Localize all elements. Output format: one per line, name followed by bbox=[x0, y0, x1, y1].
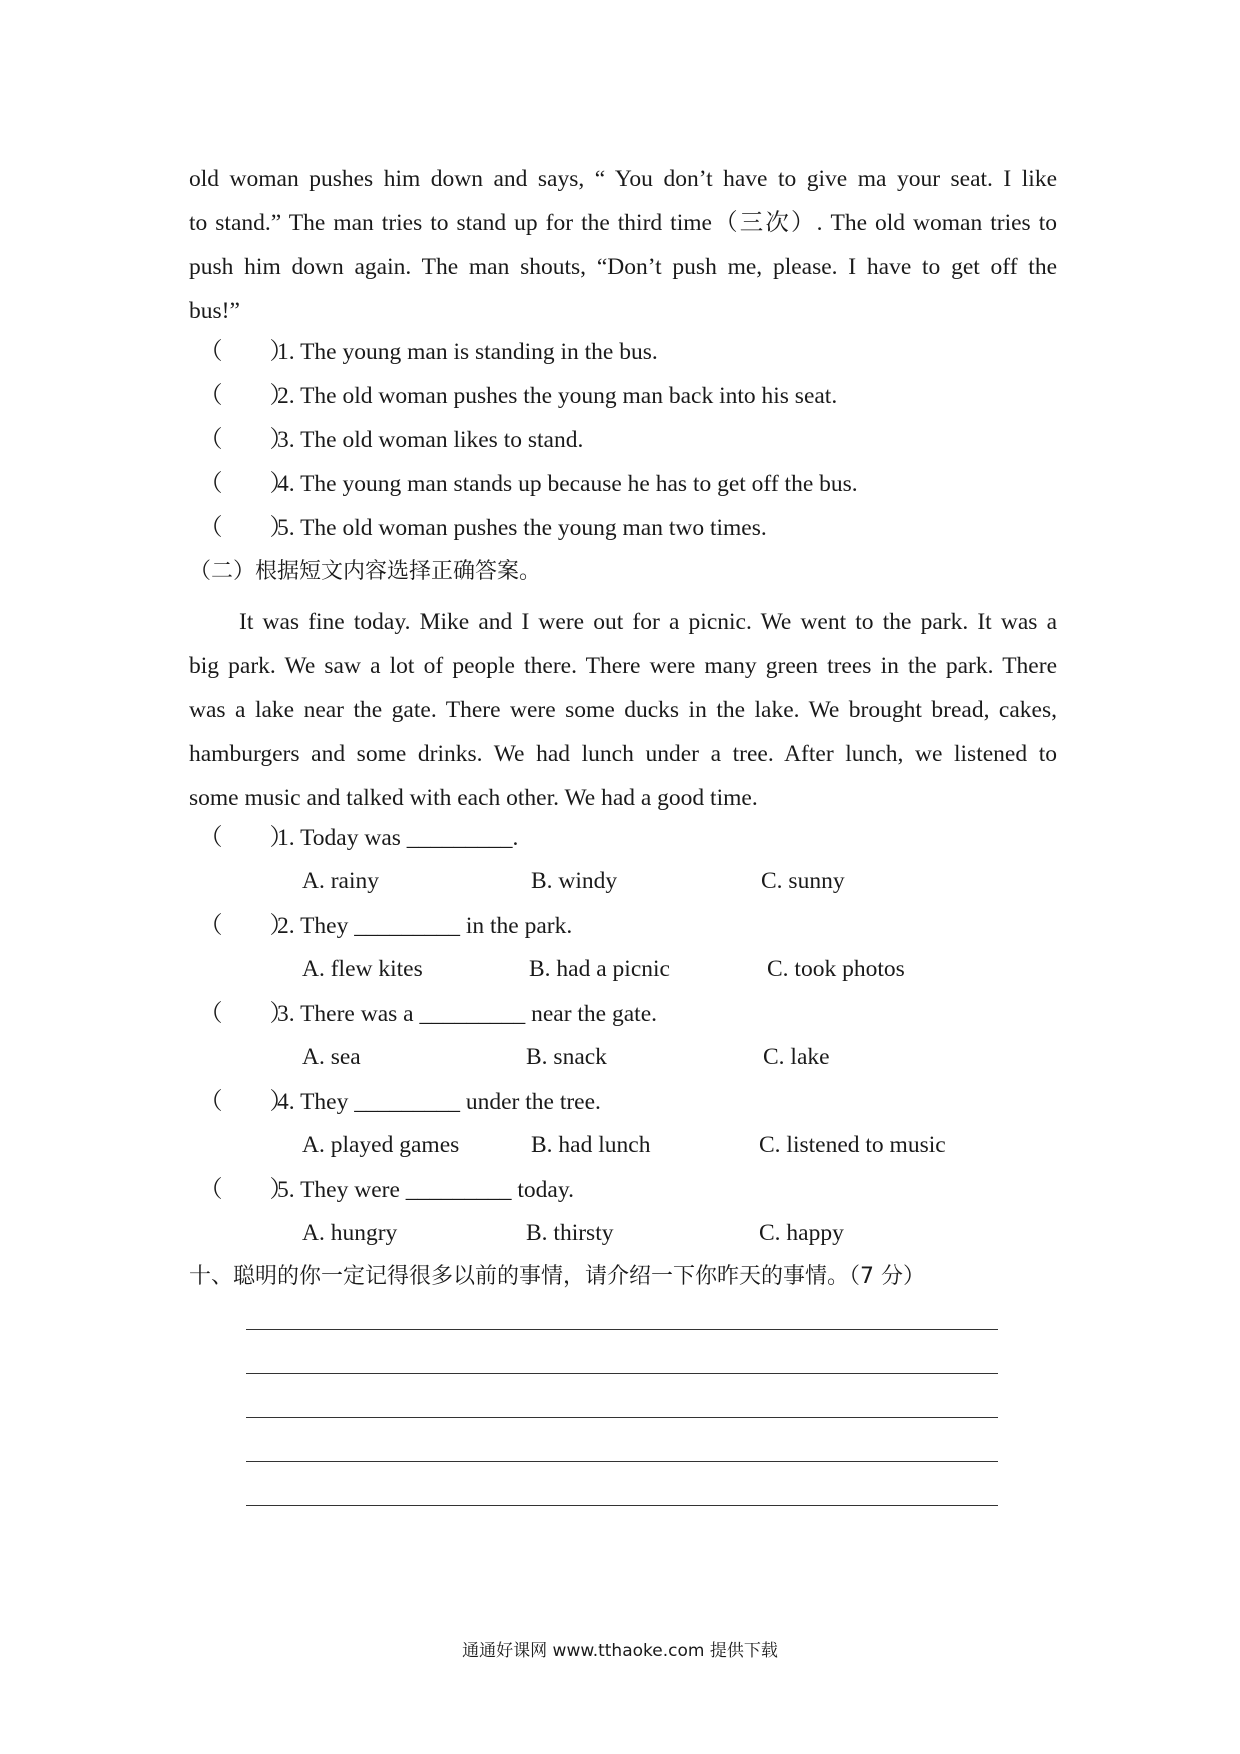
question-item bbox=[199, 468, 858, 498]
option-c[interactable]: C. sunny bbox=[761, 868, 845, 894]
writing-line[interactable] bbox=[246, 1329, 998, 1330]
option-a[interactable]: A. played games bbox=[302, 1132, 460, 1158]
writing-line[interactable] bbox=[246, 1505, 998, 1506]
passage-line: push him down again. The man shouts, “Don’t push me, please. I have to get off the bbox=[189, 254, 1057, 280]
option-c[interactable]: C. listened to music bbox=[759, 1132, 946, 1158]
option-a[interactable]: A. hungry bbox=[302, 1220, 398, 1246]
option-b[interactable]: B. windy bbox=[531, 868, 618, 894]
answer-blank[interactable]: （ ） bbox=[199, 1175, 293, 1203]
question-item bbox=[199, 910, 572, 940]
question-text: 3. There was a _________ near the gate. bbox=[277, 1001, 658, 1027]
passage-line: It was fine today. Mike and I were out for a picnic. We went to the park. It was a bbox=[239, 609, 1057, 635]
question-item bbox=[199, 1086, 601, 1116]
question-item bbox=[199, 512, 767, 542]
option-b[interactable]: B. thirsty bbox=[526, 1220, 614, 1246]
question-item bbox=[199, 380, 837, 410]
question-text: 2. They _________ in the park. bbox=[277, 913, 573, 939]
passage-line: to stand.” The man tries to stand up for the third time（三次）. The old woman tries to bbox=[189, 210, 1057, 236]
answer-blank[interactable]: （ ） bbox=[199, 1087, 293, 1115]
answer-blank[interactable]: （ ） bbox=[199, 911, 293, 939]
question-text: 3. The old woman likes to stand. bbox=[277, 427, 584, 453]
question-item bbox=[199, 998, 657, 1028]
option-c[interactable]: C. took photos bbox=[767, 956, 905, 982]
question-text: 1. Today was _________. bbox=[277, 825, 519, 851]
option-b[interactable]: B. had a picnic bbox=[529, 956, 670, 982]
question-item bbox=[199, 424, 583, 454]
writing-line[interactable] bbox=[246, 1373, 998, 1374]
answer-blank[interactable]: （ ） bbox=[199, 513, 293, 541]
question-item bbox=[199, 1174, 574, 1204]
passage-line: big park. We saw a lot of people there. There were many green trees in the park. There bbox=[189, 653, 1057, 679]
answer-blank[interactable]: （ ） bbox=[199, 381, 293, 409]
section-heading: 十、聪明的你一定记得很多以前的事情，请介绍一下你昨天的事情。（7 分） bbox=[189, 1264, 925, 1289]
passage-line: some music and talked with each other. We had a good time. bbox=[189, 785, 758, 811]
question-text: 4. They _________ under the tree. bbox=[277, 1089, 601, 1115]
passage-line: hamburgers and some drinks. We had lunch under a tree. After lunch, we listened to bbox=[189, 741, 1057, 767]
answer-blank[interactable]: （ ） bbox=[199, 999, 293, 1027]
passage-2 bbox=[189, 600, 1057, 820]
option-c[interactable]: C. happy bbox=[759, 1220, 844, 1246]
question-text: 5. The old woman pushes the young man two times. bbox=[277, 515, 767, 541]
option-b[interactable]: B. snack bbox=[526, 1044, 607, 1070]
passage-line: was a lake near the gate. There were some ducks in the lake. We brought bread, cakes, bbox=[189, 697, 1057, 723]
option-a[interactable]: A. flew kites bbox=[302, 956, 423, 982]
answer-blank[interactable]: （ ） bbox=[199, 337, 293, 365]
option-c[interactable]: C. lake bbox=[763, 1044, 830, 1070]
question-text: 4. The young man stands up because he has to get off the bus. bbox=[277, 471, 858, 497]
passage-1 bbox=[189, 157, 1057, 333]
answer-blank[interactable]: （ ） bbox=[199, 425, 293, 453]
answer-blank[interactable]: （ ） bbox=[199, 469, 293, 497]
writing-line[interactable] bbox=[246, 1417, 998, 1418]
passage-line: old woman pushes him down and says, “ You don’t have to give ma your seat. I like bbox=[189, 166, 1057, 192]
option-a[interactable]: A. sea bbox=[302, 1044, 361, 1070]
question-text: 2. The old woman pushes the young man back into his seat. bbox=[277, 383, 838, 409]
option-a[interactable]: A. rainy bbox=[302, 868, 380, 894]
section-heading: （二）根据短文内容选择正确答案。 bbox=[189, 559, 542, 584]
writing-line[interactable] bbox=[246, 1461, 998, 1462]
answer-blank[interactable]: （ ） bbox=[199, 823, 293, 851]
question-text: 1. The young man is standing in the bus. bbox=[277, 339, 658, 365]
page-footer: 通通好课网 www.tthaoke.com 提供下载 bbox=[462, 1641, 778, 1661]
question-item bbox=[199, 822, 518, 852]
passage-line: bus!” bbox=[189, 298, 240, 324]
option-b[interactable]: B. had lunch bbox=[531, 1132, 651, 1158]
question-text: 5. They were _________ today. bbox=[277, 1177, 574, 1203]
question-item bbox=[199, 336, 658, 366]
